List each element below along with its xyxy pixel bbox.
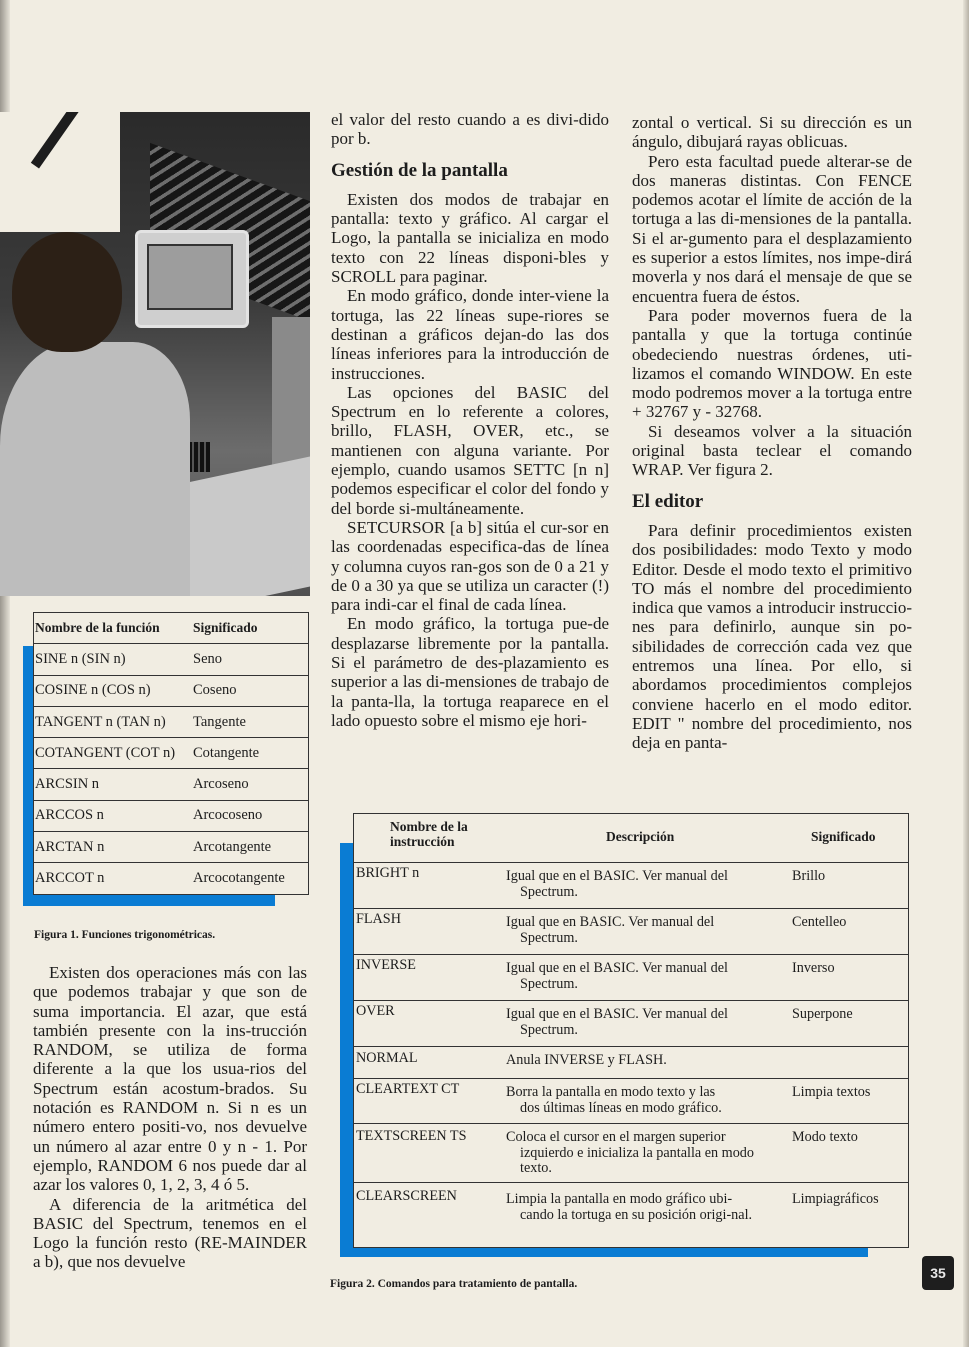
table-row <box>354 862 908 909</box>
cell-meaning: Superpone <box>792 1006 853 1022</box>
cell-name: ARCSIN n <box>35 776 100 793</box>
table-row <box>354 954 908 1001</box>
table-screen-commands <box>353 813 909 1248</box>
cell-meaning: Arcotangente <box>193 838 272 855</box>
cell-meaning: Arcoseno <box>193 776 249 793</box>
cell-description: Igual que en el BASIC. Ver manual del Spectrum. <box>506 1006 728 1038</box>
paragraph: En modo gráfico, donde inter-viene la tortuga, las 22 líneas supe-riores se destinan a gráficos dejan-do las dos líneas inferiores para la introducción de instrucciones. <box>331 286 609 383</box>
table-row <box>354 1182 908 1248</box>
table-row <box>34 706 308 737</box>
table2-accent-bottom <box>340 1248 868 1257</box>
cell-name: ARCCOS n <box>35 807 104 824</box>
cell-meaning: Arcocotangente <box>193 870 285 887</box>
cell-description: Igual que en el BASIC. Ver manual del Spectrum. <box>506 868 728 900</box>
section-heading-pantalla: Gestión de la pantalla <box>331 159 508 181</box>
cell-description: Igual que en el BASIC. Ver manual del Spectrum. <box>506 960 728 992</box>
table-header <box>34 613 308 643</box>
paragraph: el valor del resto cuando a es divi-dido por b. <box>331 110 609 149</box>
cell-description: Anula INVERSE y FLASH. <box>506 1052 667 1068</box>
figure1-caption: Figura 1. Funciones trigonométricas. <box>34 929 216 941</box>
cell-name: COTANGENT (COT n) <box>35 744 176 761</box>
paragraph: Existen dos modos de trabajar en pantalla: texto y gráfico. Al cargar el Logo, la pantalla se inicializa en modo texto con 22 líneas disponi-bles y SCROLL para paginar. <box>331 189 609 287</box>
table2-accent-left <box>340 843 354 1255</box>
paragraph: Existen dos operaciones más con las que podemos trabajar y que son de suma importancia. El azar, que está también presente con la ins-trucción RANDOM, se utiliza de forma diferente a la que los usua-rios del Spectrum están acostum-brados. Su notación es RANDOM n. Si n es un número entero positi-vo, nos devuelve un número al azar entre 0 y n - 1. Por ejemplo, RANDOM 6 nos puede dar al azar los valores 0, 1, 2, 3, 4 ó 5. <box>33 963 307 1195</box>
table-row <box>354 1078 908 1124</box>
cell-instruction: NORMAL <box>356 1050 418 1066</box>
cell-meaning: Limpia textos <box>792 1084 871 1100</box>
table-row <box>34 768 308 799</box>
cell-meaning: Centelleo <box>792 914 847 930</box>
cell-meaning: Coseno <box>193 682 237 699</box>
cell-instruction: OVER <box>356 1003 395 1019</box>
cell-instruction: BRIGHT n <box>356 865 420 881</box>
paragraph: Pero esta facultad puede alterar-se de dos maneras distintas. Con FENCE podemos acotar el límite de acción de la tortuga a las di-mensiones de la pantalla. Si el ar-gumento para el desplazamiento es superior a estos límites, nos impe-dirá moverla y nos dará el mensaje de que se encuentra fuera de éstos. <box>632 151 912 306</box>
cell-meaning: Seno <box>193 650 222 667</box>
page-spine-right <box>963 0 969 1347</box>
column-3 <box>632 113 912 753</box>
header-significado: Significado <box>811 829 876 844</box>
cell-instruction: FLASH <box>356 911 401 927</box>
cell-instruction: CLEARTEXT CT <box>356 1081 460 1097</box>
cell-name: ARCTAN n <box>35 838 105 855</box>
table-row <box>34 800 308 831</box>
cell-meaning: Tangente <box>193 713 246 730</box>
column-2 <box>331 110 609 730</box>
cell-description: Limpia la pantalla en modo gráfico ubi- cando la tortuga en su posición origi-nal. <box>506 1191 753 1223</box>
table-row <box>354 908 908 955</box>
photo-child-at-computer <box>0 112 310 596</box>
table-row <box>34 675 308 706</box>
table-row <box>354 1046 908 1079</box>
paragraph: Las opciones del BASIC del Spectrum en lo referente a colores, brillo, FLASH, OVER, etc., se mantienen con alguna variante. Por ejemplo, cuando usamos SETTC [n n] podemos especificar el color del fondo y del borde si-multáneamente. <box>331 382 609 518</box>
table-row <box>354 1123 908 1183</box>
cell-meaning: Modo texto <box>792 1129 858 1145</box>
cell-meaning: Cotangente <box>193 744 260 761</box>
column-1 <box>33 963 307 1272</box>
paragraph: zontal o vertical. Si su dirección es un ángulo, dibujará rayas oblicuas. <box>632 113 912 152</box>
table1-accent-bottom <box>23 895 275 906</box>
section-heading-editor: El editor <box>632 490 704 512</box>
table-row <box>34 831 308 862</box>
paragraph: Para definir procedimientos existen dos posibilidades: modo Texto y modo Editor. Desde el modo texto el primitivo TO más el nombre del procedimiento indica que vamos a introducir instruccio-nes para definirlo, aunque sin po-sibilidades de corrección cada vez que entremos una línea. Por ello, si abordamos procedimientos complejos conviene hacerlo en el modo editor. EDIT " nombre del procedimiento, nos deja en panta- <box>632 520 912 753</box>
cell-instruction: INVERSE <box>356 957 416 973</box>
header-nombre: Nombre de la función <box>35 620 160 636</box>
paragraph: Si deseamos volver a la situación original basta teclear el comando WRAP. Ver figura 2. <box>632 421 912 480</box>
page-number: 35 <box>922 1256 954 1290</box>
cell-description: Igual que en BASIC. Ver manual del Spectrum. <box>506 914 715 946</box>
header-instruccion: Nombre de la instrucción <box>390 819 468 849</box>
cell-name: SINE n (SIN n) <box>35 650 126 667</box>
table-row <box>34 643 308 674</box>
cell-instruction: TEXTSCREEN TS <box>356 1128 467 1144</box>
header-significado: Significado <box>193 620 258 636</box>
cell-meaning: Limpiagráficos <box>792 1191 879 1207</box>
figure2-caption: Figura 2. Comandos para tratamiento de pantalla. <box>330 1278 578 1290</box>
paragraph: SETCURSOR [a b] sitúa el cur-sor en las coordenadas especifica-das de línea y columna cuyos ran-gos son de 0 a 21 y de 0 a 30 ya que se utiliza un caracter (!) para indi-car el final de cada línea. <box>331 517 609 615</box>
table-trig-functions <box>33 612 309 895</box>
table-row <box>34 862 308 893</box>
table-row <box>34 737 308 768</box>
cell-name: ARCCOT n <box>35 870 105 887</box>
cell-description: Coloca el cursor en el margen superior izquierdo e inicializa la pantalla en modo texto. <box>506 1129 754 1176</box>
paragraph: Para poder movernos fuera de la pantalla y que la tortuga continúe obedeciendo nuestras órdenes, uti-lizamos el comando WINDOW. En este modo podremos mover a la tortuga entre + 32767 y - 32768. <box>632 305 912 422</box>
cell-meaning: Arcocoseno <box>193 807 263 824</box>
cell-instruction: CLEARSCREEN <box>356 1188 457 1204</box>
header-descripcion: Descripción <box>606 829 675 844</box>
cell-meaning: Brillo <box>792 868 826 884</box>
cell-description: Borra la pantalla en modo texto y las dos últimas líneas en modo gráfico. <box>506 1084 722 1116</box>
cell-name: TANGENT n (TAN n) <box>35 713 166 730</box>
cell-name: COSINE n (COS n) <box>35 682 151 699</box>
table-row <box>354 1000 908 1047</box>
paragraph: A diferencia de la aritmética del BASIC del Spectrum, tenemos en el Logo la función resto (RE-MAINDER a b), que nos devuelve <box>33 1194 307 1272</box>
cell-meaning: Inverso <box>792 960 835 976</box>
paragraph: En modo gráfico, la tortuga pue-de desplazarse libremente por la pantalla. Si el parámetro de des-plazamiento es superior a las di-mensiones de trabajo de la panta-lla, la tortuga reaparece en el lado opuesto sobre el mismo eje hori- <box>331 614 609 730</box>
